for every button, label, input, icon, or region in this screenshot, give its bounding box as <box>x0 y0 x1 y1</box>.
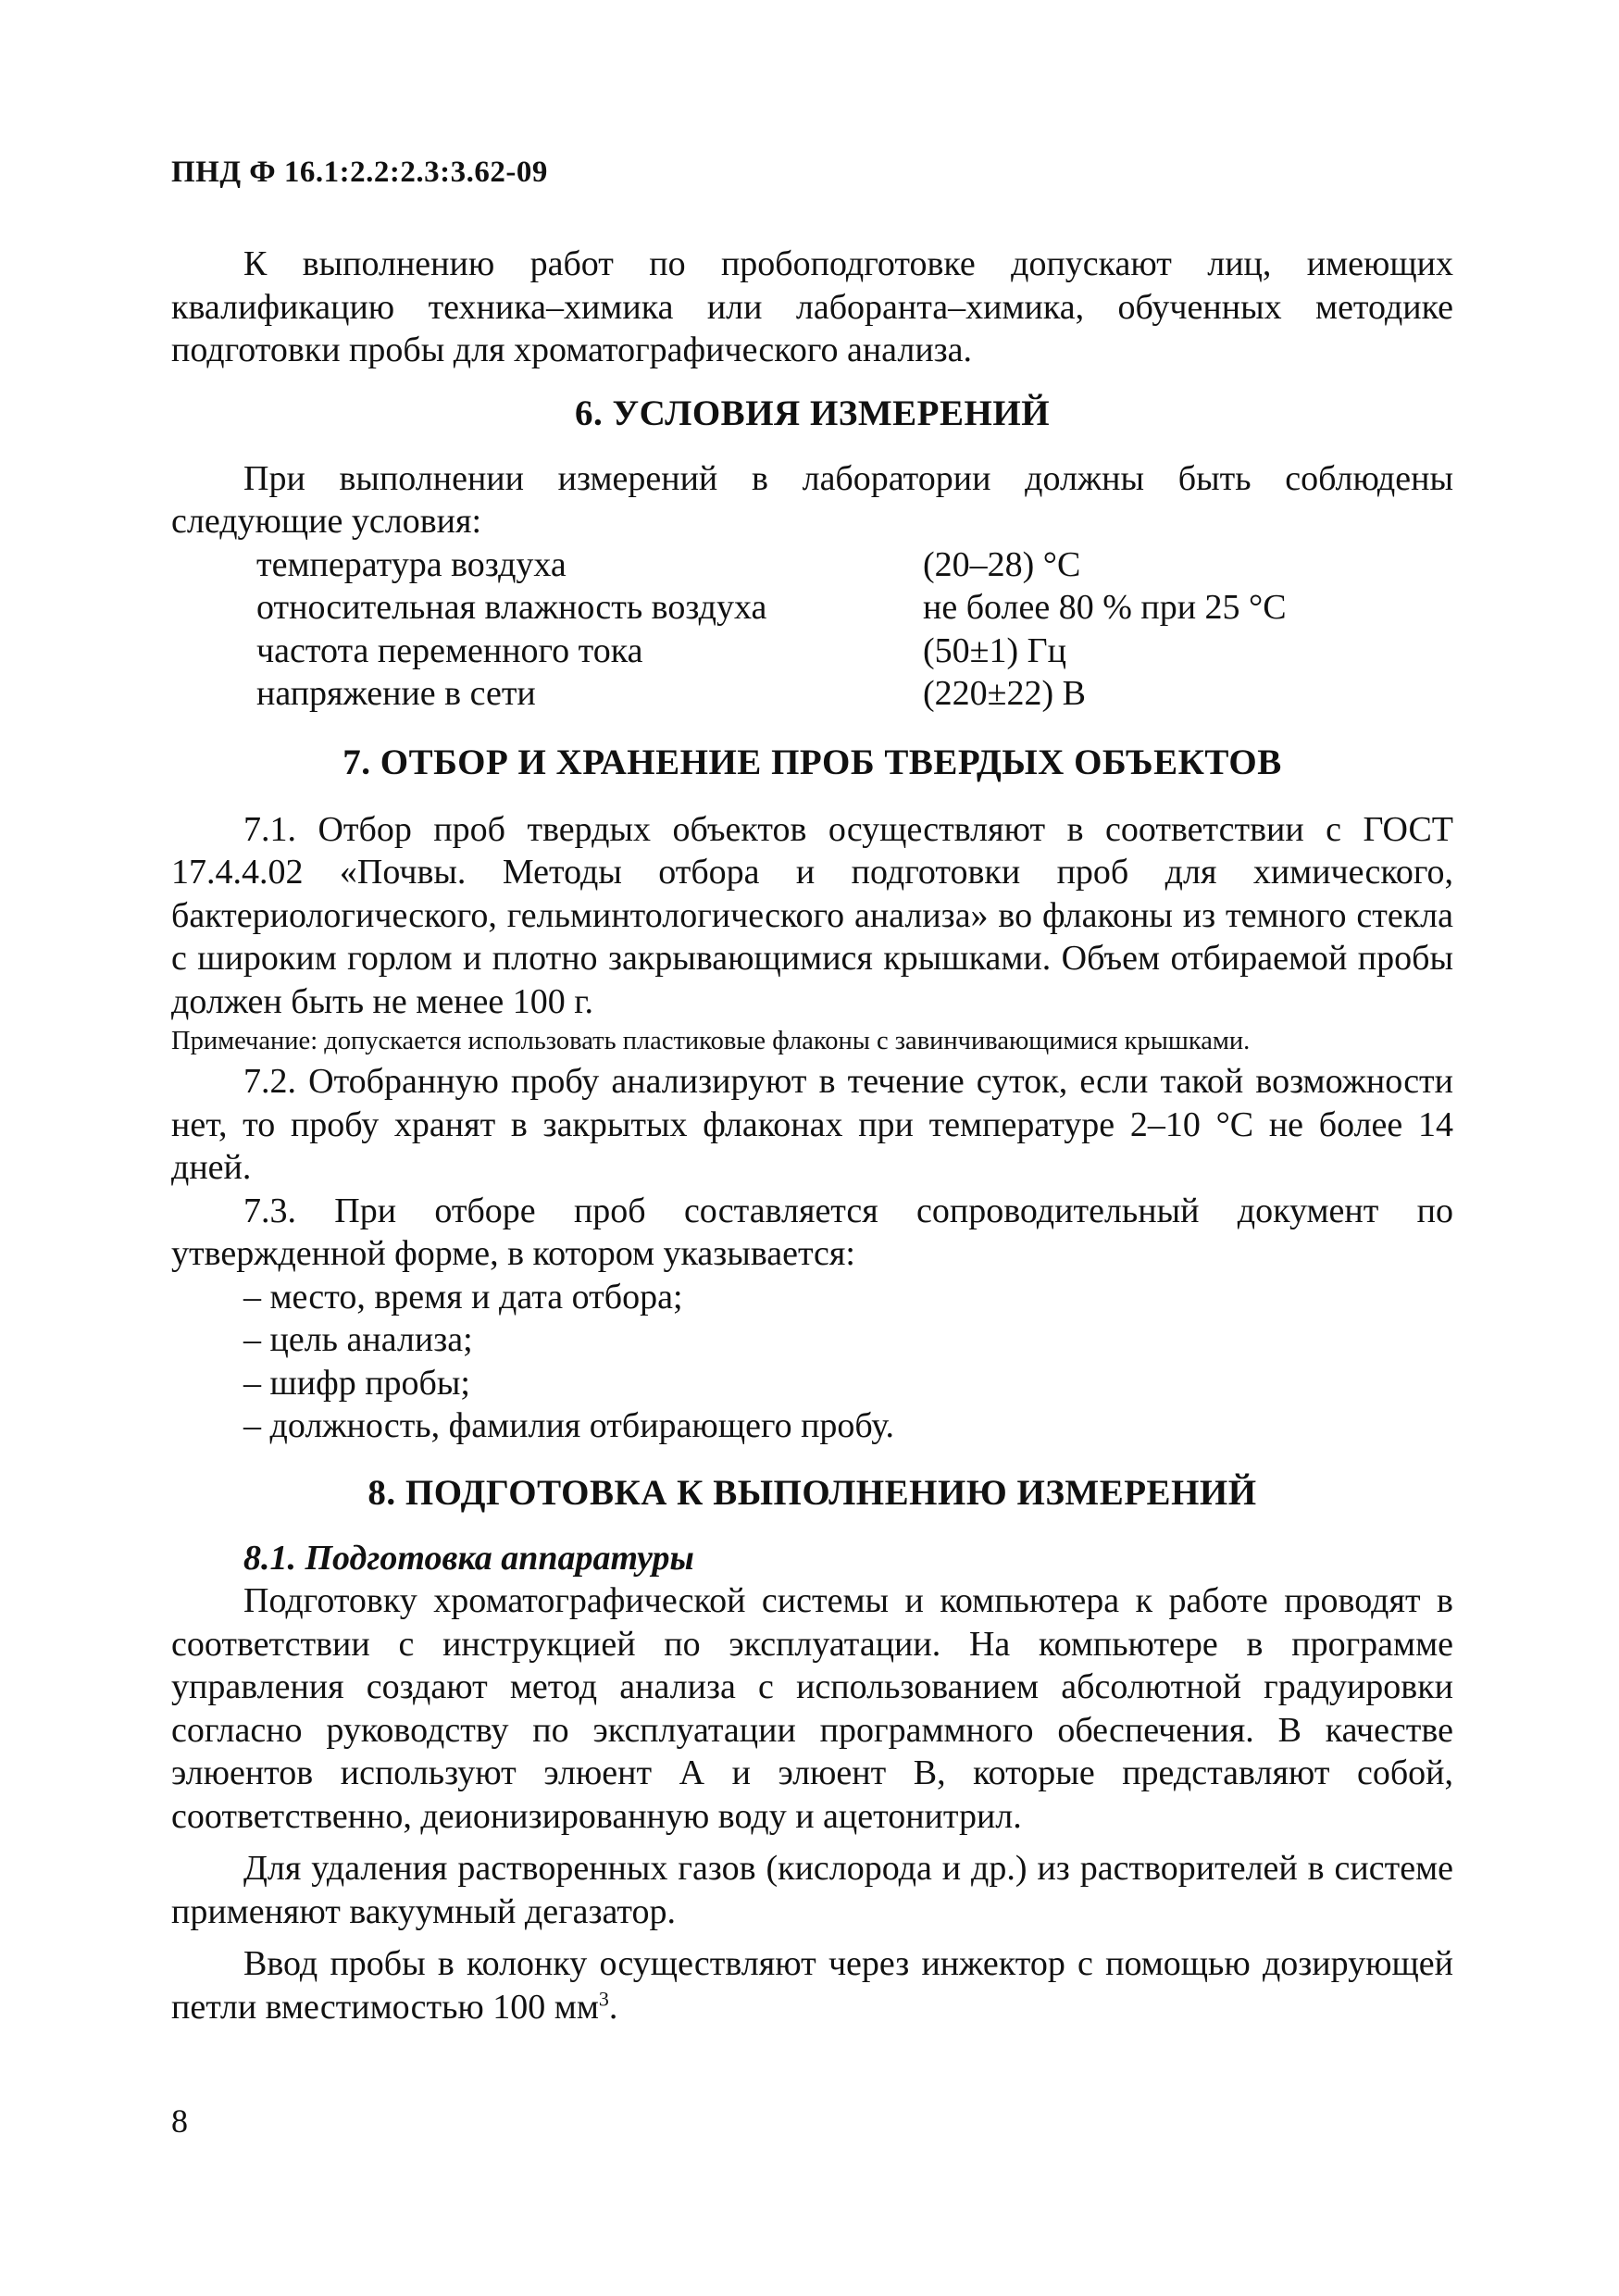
section-7-1-paragraph: 7.1. Отбор проб твердых объектов осуществляют в соответствии с ГОСТ 17.4.4.02 «Почвы. Методы отбора и подготовки проб для химического, бактериологического, гельминтологического анализа» во флаконы из темного стекла с широким горлом и плотно закрывающимися крышками. Объем отбираемой пробы должен быть не менее 100 г. <box>171 809 1453 1021</box>
section-6-title: 6. УСЛОВИЯ ИЗМЕРЕНИЙ <box>574 393 1051 433</box>
section-7-3-paragraph: 7.3. При отборе проб составляется сопроводительный документ по утвержденной форме, в котором указывается: <box>171 1191 1453 1273</box>
condition-value: не более 80 % при 25 °С <box>923 588 1287 627</box>
condition-value: (220±22) В <box>923 674 1087 713</box>
degasser-paragraph: Для удаления растворенных газов (кислорода и др.) из растворителей в системе применяют вакуумный дегазатор. <box>171 1849 1453 1931</box>
section-7-title: 7. ОТБОР И ХРАНЕНИЕ ПРОБ ТВЕРДЫХ ОБЪЕКТОВ <box>342 742 1282 782</box>
condition-row <box>256 672 1287 716</box>
section-8-title: 8. ПОДГОТОВКА К ВЫПОЛНЕНИЮ ИЗМЕРЕНИЙ <box>367 1472 1257 1513</box>
page-number: 8 <box>171 2103 188 2140</box>
condition-name: температура воздуха <box>256 544 567 584</box>
injection-paragraph <box>171 1942 1453 2028</box>
condition-row <box>256 586 1287 630</box>
condition-value: (20–28) °С <box>923 544 1081 584</box>
list-item: – место, время и дата отбора; <box>243 1277 683 1316</box>
condition-row <box>256 543 1287 587</box>
list-item: – цель анализа; <box>243 1320 473 1359</box>
superscript-3: 3 <box>598 1986 609 2010</box>
list-item: – шифр пробы; <box>243 1363 470 1403</box>
section-8-1-paragraph: Подготовку хроматографической системы и компьютера к работе проводят в соответствии с инструкцией по эксплуатации. На компьютере в программе управления создают метод анализа с использованием абсолютной градуировки согласно руководству по эксплуатации программного обеспечения. В качестве элюентов используют элюент А и элюент В, которые представляют собой, соответственно, деионизированную воду и ацетонитрил. <box>171 1581 1453 1836</box>
injection-period: . <box>608 1987 618 2027</box>
condition-name: частота переменного тока <box>256 630 643 670</box>
section-7-2-paragraph: 7.2. Отобранную пробу анализируют в течение суток, если такой возможности нет, то пробу хранят в закрытых флаконах при температуре 2–10 °С не более 14 дней. <box>171 1062 1453 1187</box>
condition-value: (50±1) Гц <box>923 630 1066 670</box>
page-content <box>171 243 1453 2028</box>
conditions-table <box>256 543 1287 716</box>
list-item: – должность, фамилия отбирающего пробу. <box>243 1406 894 1445</box>
section-7-note: Примечание: допускается использовать пластиковые флаконы с завинчивающимися крышками. <box>171 1027 1251 1055</box>
injection-text: Ввод пробы в колонку осуществляют через инжектор с помощью дозирующей петли вместимостью 100 мм <box>171 1944 1453 2027</box>
condition-name: напряжение в сети <box>256 674 536 713</box>
document-code-header: ПНД Ф 16.1:2.2:2.3:3.62-09 <box>171 156 548 189</box>
intro-paragraph: К выполнению работ по пробоподготовке допускают лиц, имеющих квалификацию техника–химика или лаборанта–химика, обученных методике подготовки пробы для хроматографического анализа. <box>171 244 1453 369</box>
section-8-1-subtitle: 8.1. Подготовка аппаратуры <box>243 1538 694 1578</box>
condition-name: относительная влажность воздуха <box>256 588 767 627</box>
condition-row <box>256 630 1287 673</box>
section-6-text: При выполнении измерений в лаборатории должны быть соблюдены следующие условия: <box>171 458 1453 541</box>
